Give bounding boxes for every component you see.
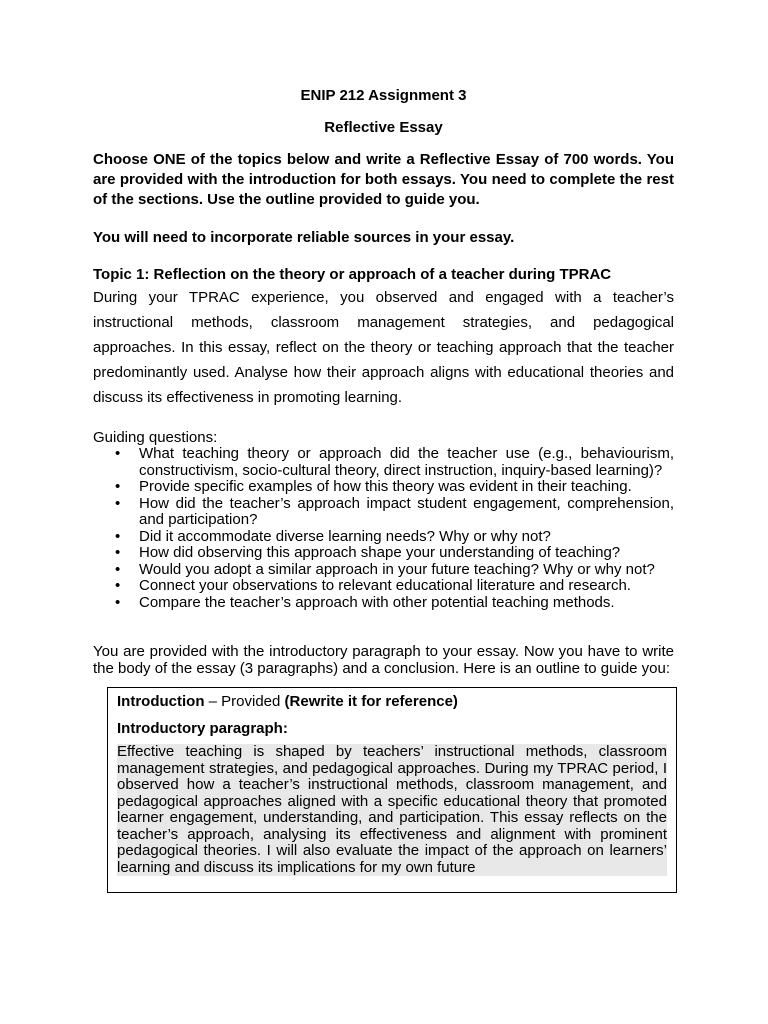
provided-text: – Provided (204, 693, 285, 710)
list-item: • How did observing this approach shape your understanding of teaching? (139, 545, 674, 562)
rewrite-note: (Rewrite it for reference) (284, 693, 458, 710)
sources-instruction: You will need to incorporate reliable sources in your essay. (93, 229, 515, 246)
essay-type-heading: Reflective Essay (324, 119, 443, 136)
list-item: • Connect your observations to relevant educational literature and research. (139, 578, 674, 595)
list-item: • What teaching theory or approach did the teacher use (e.g., behaviourism, constructivism, socio-cultural theory, direct instruction, inquiry-based learning)? (139, 446, 674, 479)
list-item: • Compare the teacher’s approach with other potential teaching methods. (139, 595, 674, 612)
outline-intro-paragraph: You are provided with the introductory paragraph to your essay. Now you have to write the body of the essay (3 paragraphs) and a conclusion. Here is an outline to guide you: (93, 643, 674, 677)
introduction-heading-line (117, 692, 667, 712)
instructions-paragraph: Choose ONE of the topics below and write a Reflective Essay of 700 words. You are provided with the introduction for both essays. You need to complete the rest of the sections. Use the outline provided to guide you. (93, 151, 674, 208)
guiding-questions-list (93, 446, 674, 611)
topic-1-description: During your TPRAC experience, you observed and engaged with a teacher’s instructional methods, classroom management strategies, and pedagogical approaches. In this essay, reflect on the theory or teaching approach that the teacher predominantly used. Analyse how their approach aligns with educational theories and discuss its effectiveness in promoting learning. (93, 289, 674, 406)
list-item: • How did the teacher’s approach impact student engagement, comprehension, and participation? (139, 496, 674, 529)
introductory-paragraph-text: Effective teaching is shaped by teachers’ instructional methods, classroom management strategies, and pedagogical approaches. During my TPRAC period, I observed how a teacher’s instructional methods, classroom management, and pedagogical approaches aligned with a specific educational theory that promoted learner engagement, understanding, and participation. This essay reflects on the teacher’s approach, analysing its effectiveness and alignment with prominent pedagogical theories. I will also evaluate the impact of the approach on learners’ learning and discuss its implications for my own future (117, 743, 667, 876)
document-page (93, 86, 674, 893)
topic-1-heading: Topic 1: Reflection on the theory or approach of a teacher during TPRAC (93, 266, 612, 283)
list-item: • Did it accommodate diverse learning needs? Why or why not? (139, 529, 674, 546)
introduction-label: Introduction (117, 693, 205, 710)
list-item: • Would you adopt a similar approach in your future teaching? Why or why not? (139, 562, 674, 579)
assignment-title: ENIP 212 Assignment 3 (300, 87, 467, 104)
outline-table-cell (107, 687, 677, 893)
guiding-questions-label: Guiding questions: (93, 429, 218, 446)
list-item: • Provide specific examples of how this theory was evident in their teaching. (139, 479, 674, 496)
introductory-paragraph-label: Introductory paragraph: (117, 720, 288, 737)
